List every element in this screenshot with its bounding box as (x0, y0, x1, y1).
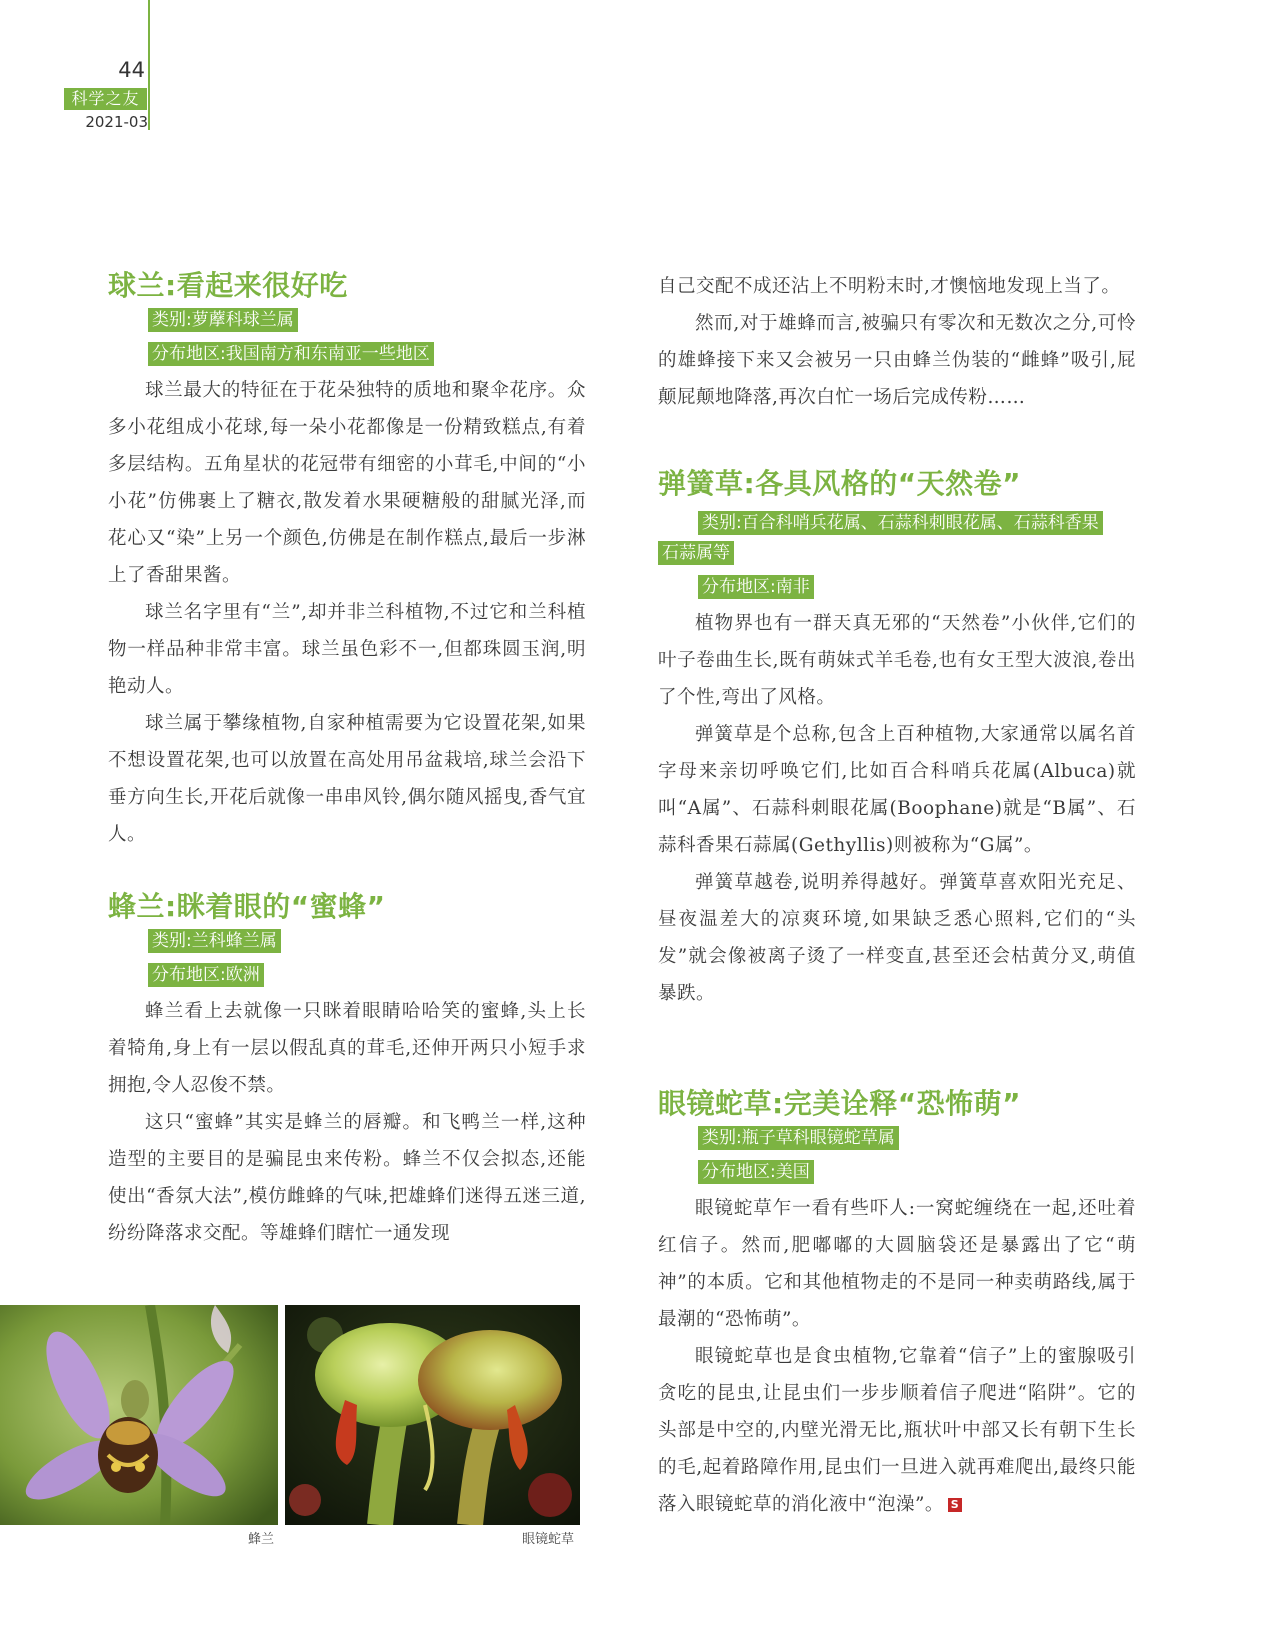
paragraph: 弹簧草越卷,说明养得越好。弹簧草喜欢阳光充足、昼夜温差大的凉爽环境,如果缺乏悉心照料,它们的“头发”就会像被离子烫了一样变直,甚至还会枯黄分叉,萌值暴跌。 (658, 872, 1136, 1004)
paragraph: 球兰最大的特征在于花朵独特的质地和聚伞花序。众多小花组成小花球,每一朵小花都像是一份精致糕点,有着多层结构。五角星状的花冠带有细密的小茸毛,中间的“小小花”仿佛裹上了糖衣,散发着水果硬糖般的甜腻光泽,而花心又“染”上另一个颜色,仿佛是在制作糕点,最后一步淋上了香甜果酱。 (108, 380, 586, 586)
paragraph: 植物界也有一群天真无邪的“天然卷”小伙伴,它们的叶子卷曲生长,既有萌妹式羊毛卷,也有女王型大波浪,卷出了个性,弯出了风格。 (658, 613, 1136, 708)
region-tag: 分布地区:南非 (698, 575, 814, 599)
category-tag-row-2 (658, 541, 1136, 571)
end-mark-icon: S (948, 1498, 962, 1512)
section-title-qiulan: 球兰:看起来很好吃 (108, 269, 348, 302)
paragraph: 自己交配不成还沾上不明粉末时,才懊恼地发现上当了。 (658, 276, 1121, 297)
region-tag-row (698, 1160, 1136, 1190)
right-column-tanhuangcao (658, 466, 1136, 1012)
paragraph: 这只“蜜蜂”其实是蜂兰的唇瓣。和飞鸭兰一样,这种造型的主要目的是骗昆虫来传粉。蜂兰不仅会拟态,还能使出“香氛大法”,模仿雌蜂的气味,把雄蜂们迷得五迷三道,纷纷降落求交配。等雄蜂们瞎忙一通发现 (108, 1112, 586, 1244)
right-column-yanjingshecao (658, 1086, 1136, 1523)
right-column-continuation (658, 268, 1136, 416)
cobra-lily-illustration (285, 1305, 580, 1525)
category-tag: 类别:兰科蜂兰属 (148, 929, 281, 953)
category-tag-row (698, 1126, 1136, 1156)
magazine-name: 科学之友 (64, 88, 147, 110)
section-title-yanjingshecao: 眼镜蛇草:完美诠释“恐怖萌” (658, 1087, 1022, 1120)
bee-orchid-photo (0, 1305, 278, 1525)
category-tag: 类别:瓶子草科眼镜蛇草属 (698, 1126, 899, 1150)
region-tag-row (698, 575, 1136, 605)
paragraph-text: 眼镜蛇草也是食虫植物,它靠着“信子”上的蜜腺吸引贪吃的昆虫,让昆虫们一步步顺着信子爬进“陷阱”。它的头部是中空的,内壁光滑无比,瓶状叶中部又长有朝下生长的毛,起着路障作用,昆虫们一旦进入就再难爬出,最终只能落入眼镜蛇草的消化液中“泡澡”。 (658, 1346, 1136, 1515)
category-tag-row (148, 308, 586, 338)
paragraph: 然而,对于雄蜂而言,被骗只有零次和无数次之分,可怜的雄蜂接下来又会被另一只由蜂兰伪装的“雌蜂”吸引,屁颠屁颠地降落,再次白忙一场后完成传粉…… (658, 313, 1136, 408)
category-tag: 类别:百合科哨兵花属、石蒜科刺眼花属、石蒜科香果 (698, 511, 1103, 535)
paragraph: 蜂兰看上去就像一只眯着眼睛哈哈笑的蜜蜂,头上长着犄角,身上有一层以假乱真的茸毛,还伸开两只小短手求拥抱,令人忍俊不禁。 (108, 1001, 586, 1096)
region-tag-row (148, 963, 586, 993)
photo-caption-right: 眼镜蛇草 (522, 1532, 575, 1547)
section-title-tanhuangcao: 弹簧草:各具风格的“天然卷” (658, 467, 1022, 500)
region-tag: 分布地区:美国 (698, 1160, 814, 1184)
region-tag: 分布地区:欧洲 (148, 963, 264, 987)
category-tag-row (148, 929, 586, 959)
page-number: 44 (118, 58, 145, 82)
category-tag: 类别:萝藦科球兰属 (148, 308, 298, 332)
bee-orchid-illustration (0, 1305, 278, 1525)
category-tag-continued: 石蒜属等 (658, 541, 734, 565)
section-title-fenglan: 蜂兰:眯着眼的“蜜蜂” (108, 890, 386, 923)
paragraph: 眼镜蛇草乍一看有些吓人:一窝蛇缠绕在一起,还吐着红信子。然而,肥嘟嘟的大圆脑袋还是暴露出了它“萌神”的本质。它和其他植物走的不是同一种卖萌路线,属于最潮的“恐怖萌”。 (658, 1198, 1136, 1330)
photo-caption-left: 蜂兰 (248, 1532, 275, 1547)
region-tag: 分布地区:我国南方和东南亚一些地区 (148, 342, 434, 366)
paragraph: 弹簧草是个总称,包含上百种植物,大家通常以属名首字母来亲切呼唤它们,比如百合科哨兵花属(Albuca)就叫“A属”、石蒜科刺眼花属(Boophane)就是“B属”、石蒜科香果石蒜属(Gethyllis)则被称为“G属”。 (658, 724, 1136, 856)
category-tag-row (698, 506, 1136, 539)
left-column (108, 268, 586, 1252)
issue-date: 2021-03 (85, 113, 148, 131)
paragraph: 球兰名字里有“兰”,却并非兰科植物,不过它和兰科植物一样品种非常丰富。球兰虽色彩不一,但都珠圆玉润,明艳动人。 (108, 602, 586, 697)
paragraph (658, 1338, 1136, 1523)
cobra-lily-photo (285, 1305, 580, 1525)
paragraph: 球兰属于攀缘植物,自家种植需要为它设置花架,如果不想设置花架,也可以放置在高处用吊盆栽培,球兰会沿下垂方向生长,开花后就像一串串风铃,偶尔随风摇曳,香气宜人。 (108, 713, 586, 845)
region-tag-row (148, 342, 586, 372)
header-rule (148, 0, 150, 130)
